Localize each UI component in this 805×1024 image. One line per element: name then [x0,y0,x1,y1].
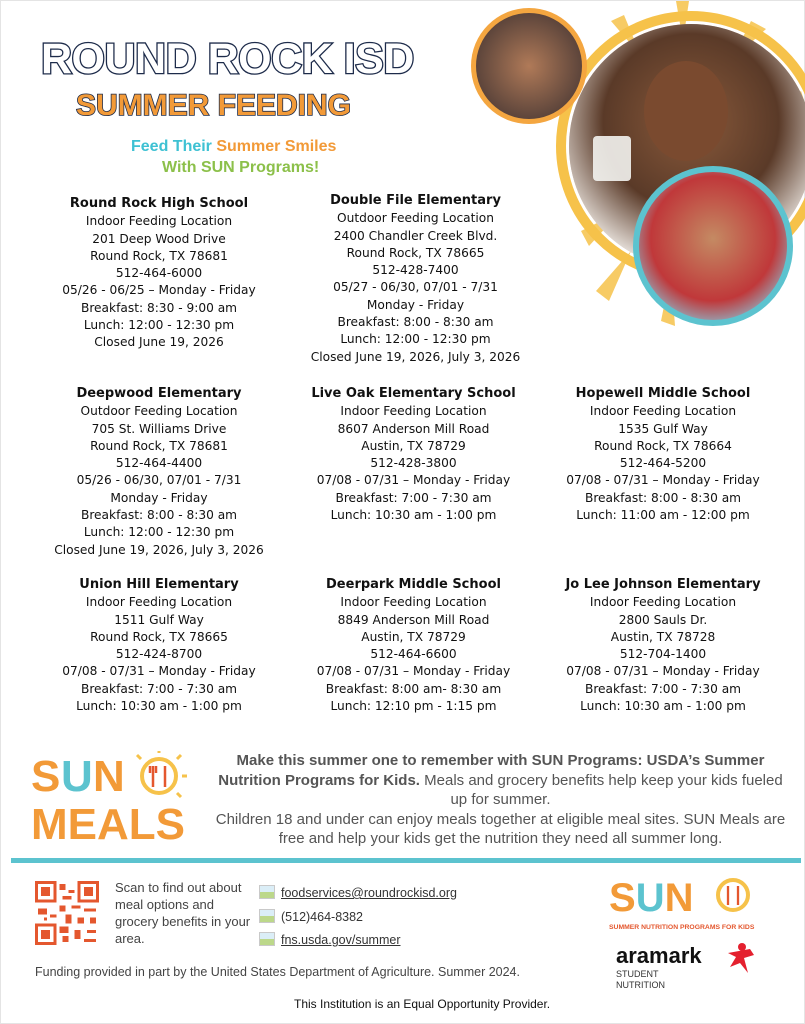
site-line: Indoor Feeding Location [340,404,487,419]
site-hopewell [549,385,777,524]
site-double-file [293,192,538,366]
contact-email [259,885,457,900]
site-name: Live Oak Elementary School [311,386,516,401]
site-line: 2800 Sauls Dr. [618,612,708,627]
site-name: Deerpark Middle School [326,577,501,592]
section-divider [11,858,801,863]
email-icon [259,885,275,899]
sun-programs-logo [607,871,767,933]
site-line: 07/08 - 07/31 – Monday - Friday [316,473,511,488]
aramark-sub1: STUDENT [616,969,659,979]
site-line: Closed June 19, 2026, July 3, 2026 [310,349,521,364]
tagline-line1 [131,138,336,156]
site-line: Austin, TX 78729 [361,629,466,644]
site-line: Breakfast: 8:00 - 8:30 am [584,490,742,505]
site-line: 512-424-8700 [115,647,203,662]
sun-logo-meals: MEALS [31,800,185,846]
site-line: 05/26 - 06/30, 07/01 - 7/31 [76,473,242,488]
site-line: Indoor Feeding Location [85,214,233,229]
site-line: 512-464-6000 [115,266,203,281]
page-title: ROUND ROCK ISD [41,35,414,83]
site-name: Hopewell Middle School [575,386,751,401]
site-line: 8849 Anderson Mill Road [337,612,490,627]
sun-icon [718,880,748,910]
aramark-sub2: NUTRITION [616,980,665,990]
tagline-part2: Summer Smiles [216,138,337,155]
site-line: Round Rock, TX 78664 [594,438,732,453]
site-line: 8607 Anderson Mill Road [337,421,490,436]
site-line: Breakfast: 8:30 - 9:00 am [80,300,238,315]
site-line: 05/27 - 06/30, 07/01 - 7/31 [333,280,498,295]
site-name: Deepwood Elementary [76,386,242,401]
site-line: Lunch: 12:10 pm - 1:15 pm [330,699,497,714]
site-line: 512-464-4400 [115,456,203,471]
site-line: Lunch: 10:30 am - 1:00 pm [580,699,746,714]
site-line: Breakfast: 7:00 - 7:30 am [584,681,742,696]
qr-code-icon[interactable] [35,881,99,945]
page-subtitle: SUMMER FEEDING [76,89,352,122]
sun-logo-u: U [61,752,93,801]
sun-body-text1: Meals and grocery benefits help keep your kids fueled up for summer. [419,771,783,808]
site-line: Round Rock, TX 78665 [90,629,228,644]
site-line: Monday - Friday [110,490,208,505]
site-name: Jo Lee Johnson Elementary [565,577,761,592]
site-line: 07/08 - 07/31 – Monday - Friday [62,664,256,679]
site-line: Closed June 19, 2026, July 3, 2026 [54,542,264,557]
site-line: 1535 Gulf Way [618,421,708,436]
site-line: Outdoor Feeding Location [80,404,238,419]
contact-phone [259,909,363,924]
sun-bold-text: Make this summer one to remember with SUN Programs: USDA’s Summer Nutrition Programs for Kids. [218,752,765,789]
site-line: Lunch: 11:00 am - 12:00 pm [576,508,750,523]
website-link[interactable]: fns.usda.gov/summer [281,933,401,947]
site-line: 512-428-3800 [370,456,457,471]
tagline-part1: Feed Their [131,138,217,155]
fork-knife-icon [150,766,165,787]
site-line: Breakfast: 8:00 am- 8:30 am [325,681,502,696]
milk-glass-photo [593,136,631,181]
site-line: 512-464-5200 [619,456,707,471]
site-line: 512-464-6600 [370,647,457,662]
site-line: Round Rock, TX 78681 [90,438,228,453]
site-line: Lunch: 12:00 - 12:30 pm [83,318,235,333]
site-union-hill [43,576,275,715]
sun-meals-logo [29,751,204,846]
sun-programs-sub: SUMMER NUTRITION PROGRAMS FOR KIDS [609,924,755,931]
site-line: 705 St. Williams Drive [91,421,227,436]
site-line: 512-704-1400 [619,647,707,662]
site-line: Lunch: 12:00 - 12:30 pm [340,332,491,347]
site-line: Indoor Feeding Location [589,595,737,610]
contact-website [259,932,401,947]
site-line: Indoor Feeding Location [340,595,487,610]
site-line: 07/08 - 07/31 – Monday - Friday [566,664,760,679]
site-line: Breakfast: 8:00 - 8:30 am [80,508,238,523]
equal-opportunity-note: This Institution is an Equal Opportunity Provider. [294,997,551,1011]
site-line: 1511 Gulf Way [114,612,204,627]
site-line: Round Rock, TX 78665 [346,245,485,260]
site-line: Lunch: 10:30 am - 1:00 pm [76,699,242,714]
site-deerpark [291,576,536,715]
site-jo-lee-johnson [549,576,777,715]
site-line: Lunch: 10:30 am - 1:00 pm [330,508,497,523]
site-name: Union Hill Elementary [79,577,239,592]
sun-logo-s: S [31,752,61,801]
site-line: Outdoor Feeding Location [337,211,494,226]
phone-icon [259,909,275,923]
site-line: 512-428-7400 [372,263,459,278]
site-line: Monday - Friday [366,297,465,312]
aramark-name: aramark [616,943,702,968]
group-photo [476,13,582,119]
email-link[interactable]: foodservices@roundrockisd.org [281,886,457,900]
web-icon [259,932,275,946]
site-line: Indoor Feeding Location [85,595,233,610]
site-line: Lunch: 12:00 - 12:30 pm [83,525,235,540]
sun-body-text2: Children 18 and under can enjoy meals together at eligible meal sites. SUN Meals are free and help your kids get the nutrition they need all summer long. [215,810,786,847]
qr-caption: Scan to find out about meal options and grocery benefits in your area. [115,880,251,946]
site-line: 2400 Chandler Creek Blvd. [333,228,498,243]
sun-programs-title: SUN [609,876,694,920]
site-name: Double File Elementary [330,193,501,208]
site-live-oak [291,385,536,524]
sun-logo-n: N [93,752,125,801]
site-line: Austin, TX 78728 [610,629,716,644]
site-round-rock-high [43,195,275,352]
tagline-line2: With SUN Programs! [162,159,320,176]
site-line: 201 Deep Wood Drive [92,231,226,246]
site-name: Round Rock High School [69,196,249,211]
site-line: 05/26 - 06/25 – Monday - Friday [62,283,256,298]
site-line: Breakfast: 8:00 - 8:30 am [337,315,494,330]
site-deepwood [43,385,275,559]
site-line: Indoor Feeding Location [589,404,737,419]
aramark-star-icon [728,943,754,973]
funding-note: Funding provided in part by the United States Department of Agriculture. Summer 2024. [35,965,520,979]
sun-description [213,751,788,849]
site-line: Breakfast: 7:00 - 7:30 am [80,681,238,696]
site-line: 07/08 - 07/31 – Monday - Friday [316,664,511,679]
site-line: Closed June 19, 2026 [94,335,224,350]
site-line: Round Rock, TX 78681 [90,248,228,263]
aramark-logo [616,941,766,993]
site-line: 07/08 - 07/31 – Monday - Friday [566,473,760,488]
site-line: Breakfast: 7:00 - 7:30 am [335,490,492,505]
phone-text: (512)464-8382 [281,910,364,924]
site-line: Austin, TX 78729 [361,438,466,453]
sun-icon [137,751,187,797]
boy-photo [639,172,787,320]
